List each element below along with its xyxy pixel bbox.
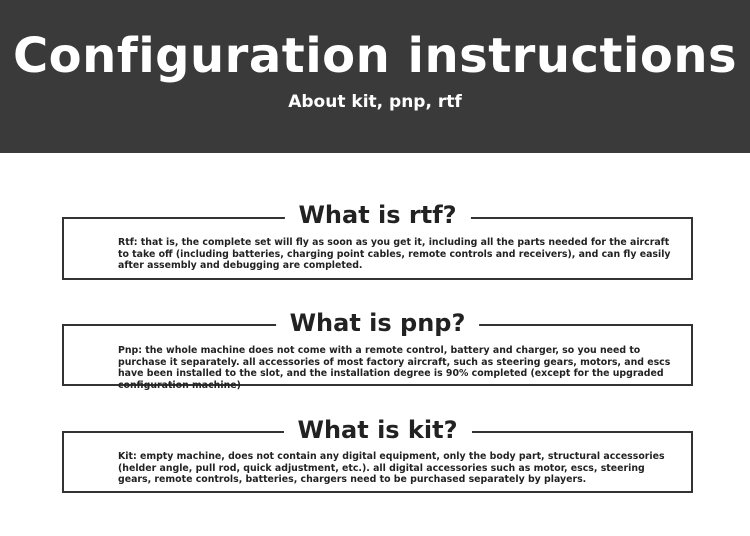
section-title-pnp: What is pnp? [276, 308, 480, 338]
page-title: Configuration instructions [12, 28, 738, 84]
section-title-kit: What is kit? [283, 415, 471, 445]
section-rtf [62, 201, 693, 280]
section-title-rtf: What is rtf? [284, 200, 470, 230]
page-subtitle: About kit, pnp, rtf [288, 92, 462, 112]
section-body-rtf: Rtf: that is, the complete set will fly as soon as you get it, including all the parts needed for the aircraft to take off (including batteries, charging point cables, remote controls and receivers), and can fly easily after assembly and debugging are completed. [118, 237, 671, 272]
section-body-pnp: Pnp: the whole machine does not come with a remote control, battery and charger, so you need to purchase it separately. all accessories of most factory aircraft, such as steering gears, motors, and escs have been installed to the slot, and the installation degree is 90% completed (except for the upgraded configuration machine) [118, 345, 671, 391]
section-kit [62, 416, 693, 493]
section-body-kit: Kit: empty machine, does not contain any digital equipment, only the body part, structural accessories (helder angle, pull rod, quick adjustment, etc.). all digital accessories such as motor, escs, steering gears, remote controls, batteries, chargers need to be purchased separately by players. [118, 451, 665, 486]
section-pnp [62, 309, 693, 391]
header-banner [0, 0, 750, 153]
